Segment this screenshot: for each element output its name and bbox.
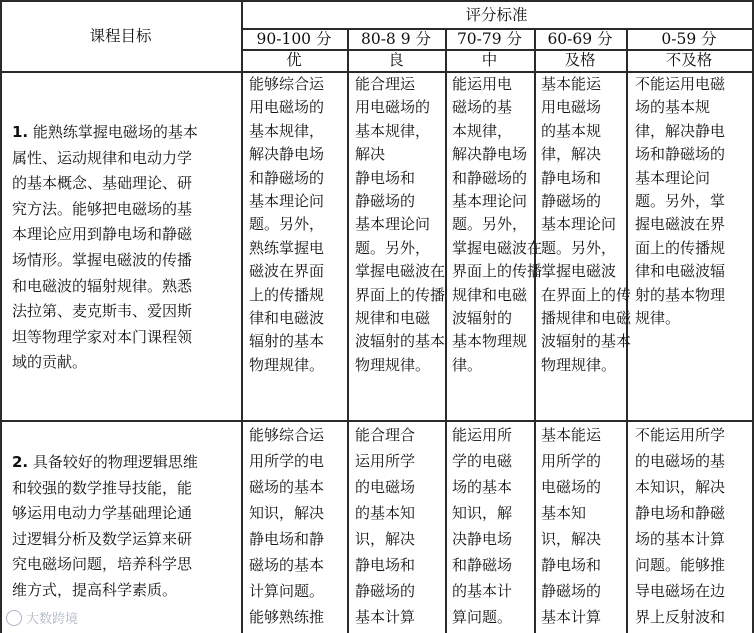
header-goal: 课程目标	[89, 27, 152, 45]
cell-line: 的基本计	[452, 582, 513, 600]
cell-line: 播规律和电磁	[541, 309, 632, 328]
grade-label-good: 良	[388, 51, 404, 69]
cell-line: 基本能运	[541, 426, 602, 444]
grade-label-medium: 中	[481, 51, 498, 69]
goal-2-number: 2.	[12, 453, 29, 471]
row1-excellent-cell	[249, 73, 324, 377]
cell-line: 计算问题。	[249, 582, 325, 600]
cell-line: 题。另外，	[541, 238, 617, 257]
cell-line: 题。另外，掌	[635, 192, 726, 211]
cell-line: 掌握电磁波	[541, 262, 617, 281]
cell-line: 规律。	[635, 309, 681, 328]
cell-line: 不能运用电磁	[635, 75, 726, 93]
cell-line: 用所学的	[541, 452, 602, 470]
cell-line: 面上的传播规	[635, 238, 726, 257]
cell-line: 的电磁场	[355, 478, 416, 496]
rule-right	[752, 0, 754, 633]
goal-2-line: 维方式，提高科学素质。	[12, 580, 178, 599]
cell-line: 在界面上的传	[541, 285, 632, 304]
cell-line: 基本计算	[541, 608, 602, 626]
cell-line: 规律和电磁	[355, 309, 431, 328]
cell-line: 能运用电	[452, 75, 513, 93]
cell-line: 握电磁波在界	[635, 215, 726, 234]
row2-excellent-cell	[249, 422, 324, 630]
cell-line: 磁场的基本	[249, 556, 325, 574]
cell-line: 场的基本计算	[635, 530, 726, 548]
cell-line: 静磁场的	[355, 582, 416, 600]
cell-line: 题。另外，	[249, 215, 325, 234]
goal-1-line: 本理论应用到静电场和静磁	[12, 225, 193, 244]
cell-line: 波辐射的	[452, 309, 513, 328]
cell-line: 上的传播规	[249, 285, 325, 304]
cell-line: 物理规律。	[541, 355, 617, 374]
goal-1-line: 场情形。掌握电磁波的传播	[12, 250, 193, 269]
cell-line: 律。	[452, 355, 483, 374]
goal-1-line: 的基本概念、基础理论、研	[12, 174, 193, 193]
cell-line: 知识，解决	[249, 504, 325, 522]
cell-line: 算问题。	[452, 608, 513, 626]
cell-line: 用电磁场	[541, 98, 602, 117]
cell-line: 题。另外，	[452, 215, 528, 234]
cell-line: 界面上的传播	[355, 285, 446, 304]
cell-line: 律，解决	[541, 145, 602, 164]
cell-line: 磁波在界面	[249, 262, 325, 281]
goal-1-number: 1.	[12, 123, 29, 141]
goal-2-line: 过逻辑分析及数学运算来研	[12, 529, 193, 548]
cell-line: 静电场和静磁	[635, 504, 726, 522]
cell-line: 能够综合运	[249, 426, 325, 444]
rule-goal-col	[241, 0, 243, 633]
grade-label-excellent: 优	[286, 51, 302, 69]
cell-line: 波辐射的基本	[355, 332, 446, 351]
row2-good-cell	[355, 422, 415, 630]
cell-line: 用电磁场的	[249, 98, 325, 117]
grade-range-fail: 0-59 分	[661, 30, 717, 48]
cell-line: 导电磁场在边	[635, 582, 726, 600]
cell-line: 规律和电磁	[452, 285, 528, 304]
row1-good-cell	[355, 73, 445, 377]
grade-label-pass: 及格	[564, 51, 596, 69]
cell-line: 解决静电场	[452, 145, 528, 164]
cell-line: 能够综合运	[249, 75, 325, 93]
cell-line: 用所学的电	[249, 452, 325, 470]
cell-line: 熟练掌握电	[249, 238, 325, 257]
cell-line: 基本规律，	[249, 121, 325, 140]
cell-line: 题。另外，	[355, 238, 431, 257]
cell-line: 用电磁场的	[355, 98, 431, 117]
cell-line: 解决	[355, 145, 386, 164]
watermark-logo-icon	[6, 610, 22, 626]
goal-1-line: 和电磁波的辐射规律。熟悉	[12, 276, 193, 295]
cell-line: 的基本规	[541, 121, 602, 140]
cell-line: 基本理论问	[249, 192, 325, 211]
cell-line: 基本计算	[355, 608, 416, 626]
cell-line: 磁场的基本	[249, 478, 325, 496]
cell-line: 场的基本	[452, 478, 513, 496]
cell-line: 识，解决	[355, 530, 416, 548]
cell-line: 掌握电磁波在	[452, 238, 543, 257]
cell-line: 基本理论问	[355, 215, 431, 234]
cell-line: 静电场和	[355, 556, 416, 574]
cell-line: 运用所学	[355, 452, 416, 470]
row2-medium-cell	[452, 422, 512, 630]
cell-line: 场和静磁场的	[635, 145, 726, 164]
cell-line: 基本理论问	[452, 192, 528, 211]
goal-2-line: 够运用电动力学基础理论通	[12, 504, 193, 523]
cell-line: 不能运用所学	[635, 426, 726, 444]
goal-2-line: 和较强的数学推导技能，能	[12, 478, 193, 497]
cell-line: 能合理合	[355, 426, 416, 444]
cell-line: 辐射的基本	[249, 332, 325, 351]
cell-line: 场的基本规	[635, 98, 711, 117]
goal-2-line: 2. 具备较好的物理逻辑思维	[12, 453, 198, 471]
cell-line: 本知识，解决	[635, 478, 726, 496]
cell-line: 波辐射的基本	[541, 332, 632, 351]
cell-line: 射的基本物理	[635, 285, 726, 304]
cell-line: 基本规律，	[355, 121, 431, 140]
cell-line: 知识，解	[452, 504, 513, 522]
cell-line: 界上反射波和	[635, 608, 726, 626]
rule-col-3	[445, 28, 447, 633]
header-criteria: 评分标准	[465, 6, 528, 24]
cell-line: 学的电磁	[452, 452, 513, 470]
rule-col-2	[347, 28, 349, 633]
goal-1-line: 坦等物理学家对本门课程领	[12, 327, 193, 346]
cell-line: 物理规律。	[249, 355, 325, 374]
cell-line: 解决静电场	[249, 145, 325, 164]
cell-line: 静磁场的	[541, 192, 602, 211]
cell-line: 基本能运	[541, 75, 602, 93]
cell-line: 基本理论问	[635, 168, 711, 187]
cell-line: 静电场和	[541, 168, 602, 187]
goal-1-line: 域的贡献。	[12, 353, 88, 372]
cell-line: 基本理论问	[541, 215, 617, 234]
row1-medium-cell	[452, 73, 542, 377]
cell-line: 识，解决	[541, 530, 602, 548]
cell-line: 基本物理规	[452, 332, 528, 351]
goal-1-line: 属性、运动规律和电动力学	[12, 148, 193, 167]
rule-left	[0, 0, 2, 633]
cell-line: 能合理运	[355, 75, 416, 93]
rule-top	[0, 0, 754, 2]
cell-line: 界面上的传播	[452, 262, 543, 281]
goal-2	[12, 450, 198, 604]
cell-line: 决静电场	[452, 530, 513, 548]
watermark-text: 大数跨境	[26, 612, 79, 627]
cell-line: 能运用所	[452, 426, 513, 444]
cell-line: 磁场的基	[452, 98, 513, 117]
row2-pass-cell	[541, 422, 601, 630]
cell-line: 静磁场的	[541, 582, 602, 600]
row1-fail-cell	[635, 73, 725, 330]
cell-line: 静电场和静	[249, 530, 325, 548]
goal-2-line: 究电磁场问题，培养科学思	[12, 555, 193, 574]
goal-1-line: 1. 能熟练掌握电磁场的基本	[12, 123, 198, 141]
cell-line: 基本知	[541, 504, 587, 522]
grade-range-medium: 70-79 分	[456, 30, 523, 48]
watermark	[6, 608, 78, 627]
goal-1	[12, 120, 198, 376]
cell-line: 的基本知	[355, 504, 416, 522]
row2-fail-cell	[635, 422, 725, 630]
cell-line: 和静磁场的	[249, 168, 325, 187]
grade-range-good: 80-8 9 分	[360, 30, 432, 48]
grade-label-fail: 不及格	[665, 51, 713, 69]
cell-line: 掌握电磁波在	[355, 262, 446, 281]
cell-line: 电磁场的	[541, 478, 602, 496]
cell-line: 律，解决静电	[635, 121, 726, 140]
grade-range-pass: 60-69 分	[547, 30, 613, 48]
cell-line: 静电场和	[355, 168, 416, 187]
cell-line: 静磁场的	[355, 192, 416, 211]
cell-line: 物理规律。	[355, 355, 431, 374]
cell-line: 律和电磁波	[249, 309, 325, 328]
cell-line: 的电磁场的基	[635, 452, 726, 470]
goal-1-line: 究方法。能够把电磁场的基	[12, 199, 193, 218]
goal-1-line: 法拉第、麦克斯韦、爱因斯	[12, 302, 193, 321]
cell-line: 能够熟练推	[249, 608, 325, 626]
cell-line: 本规律，	[452, 121, 513, 140]
cell-line: 和静磁场的	[452, 168, 528, 187]
row1-pass-cell	[541, 73, 631, 377]
cell-line: 问题。能够推	[635, 556, 726, 574]
cell-line: 律和电磁波辐	[635, 262, 726, 281]
cell-line: 静电场和	[541, 556, 602, 574]
grade-range-excellent: 90-100 分	[256, 30, 332, 48]
cell-line: 和静磁场	[452, 556, 513, 574]
